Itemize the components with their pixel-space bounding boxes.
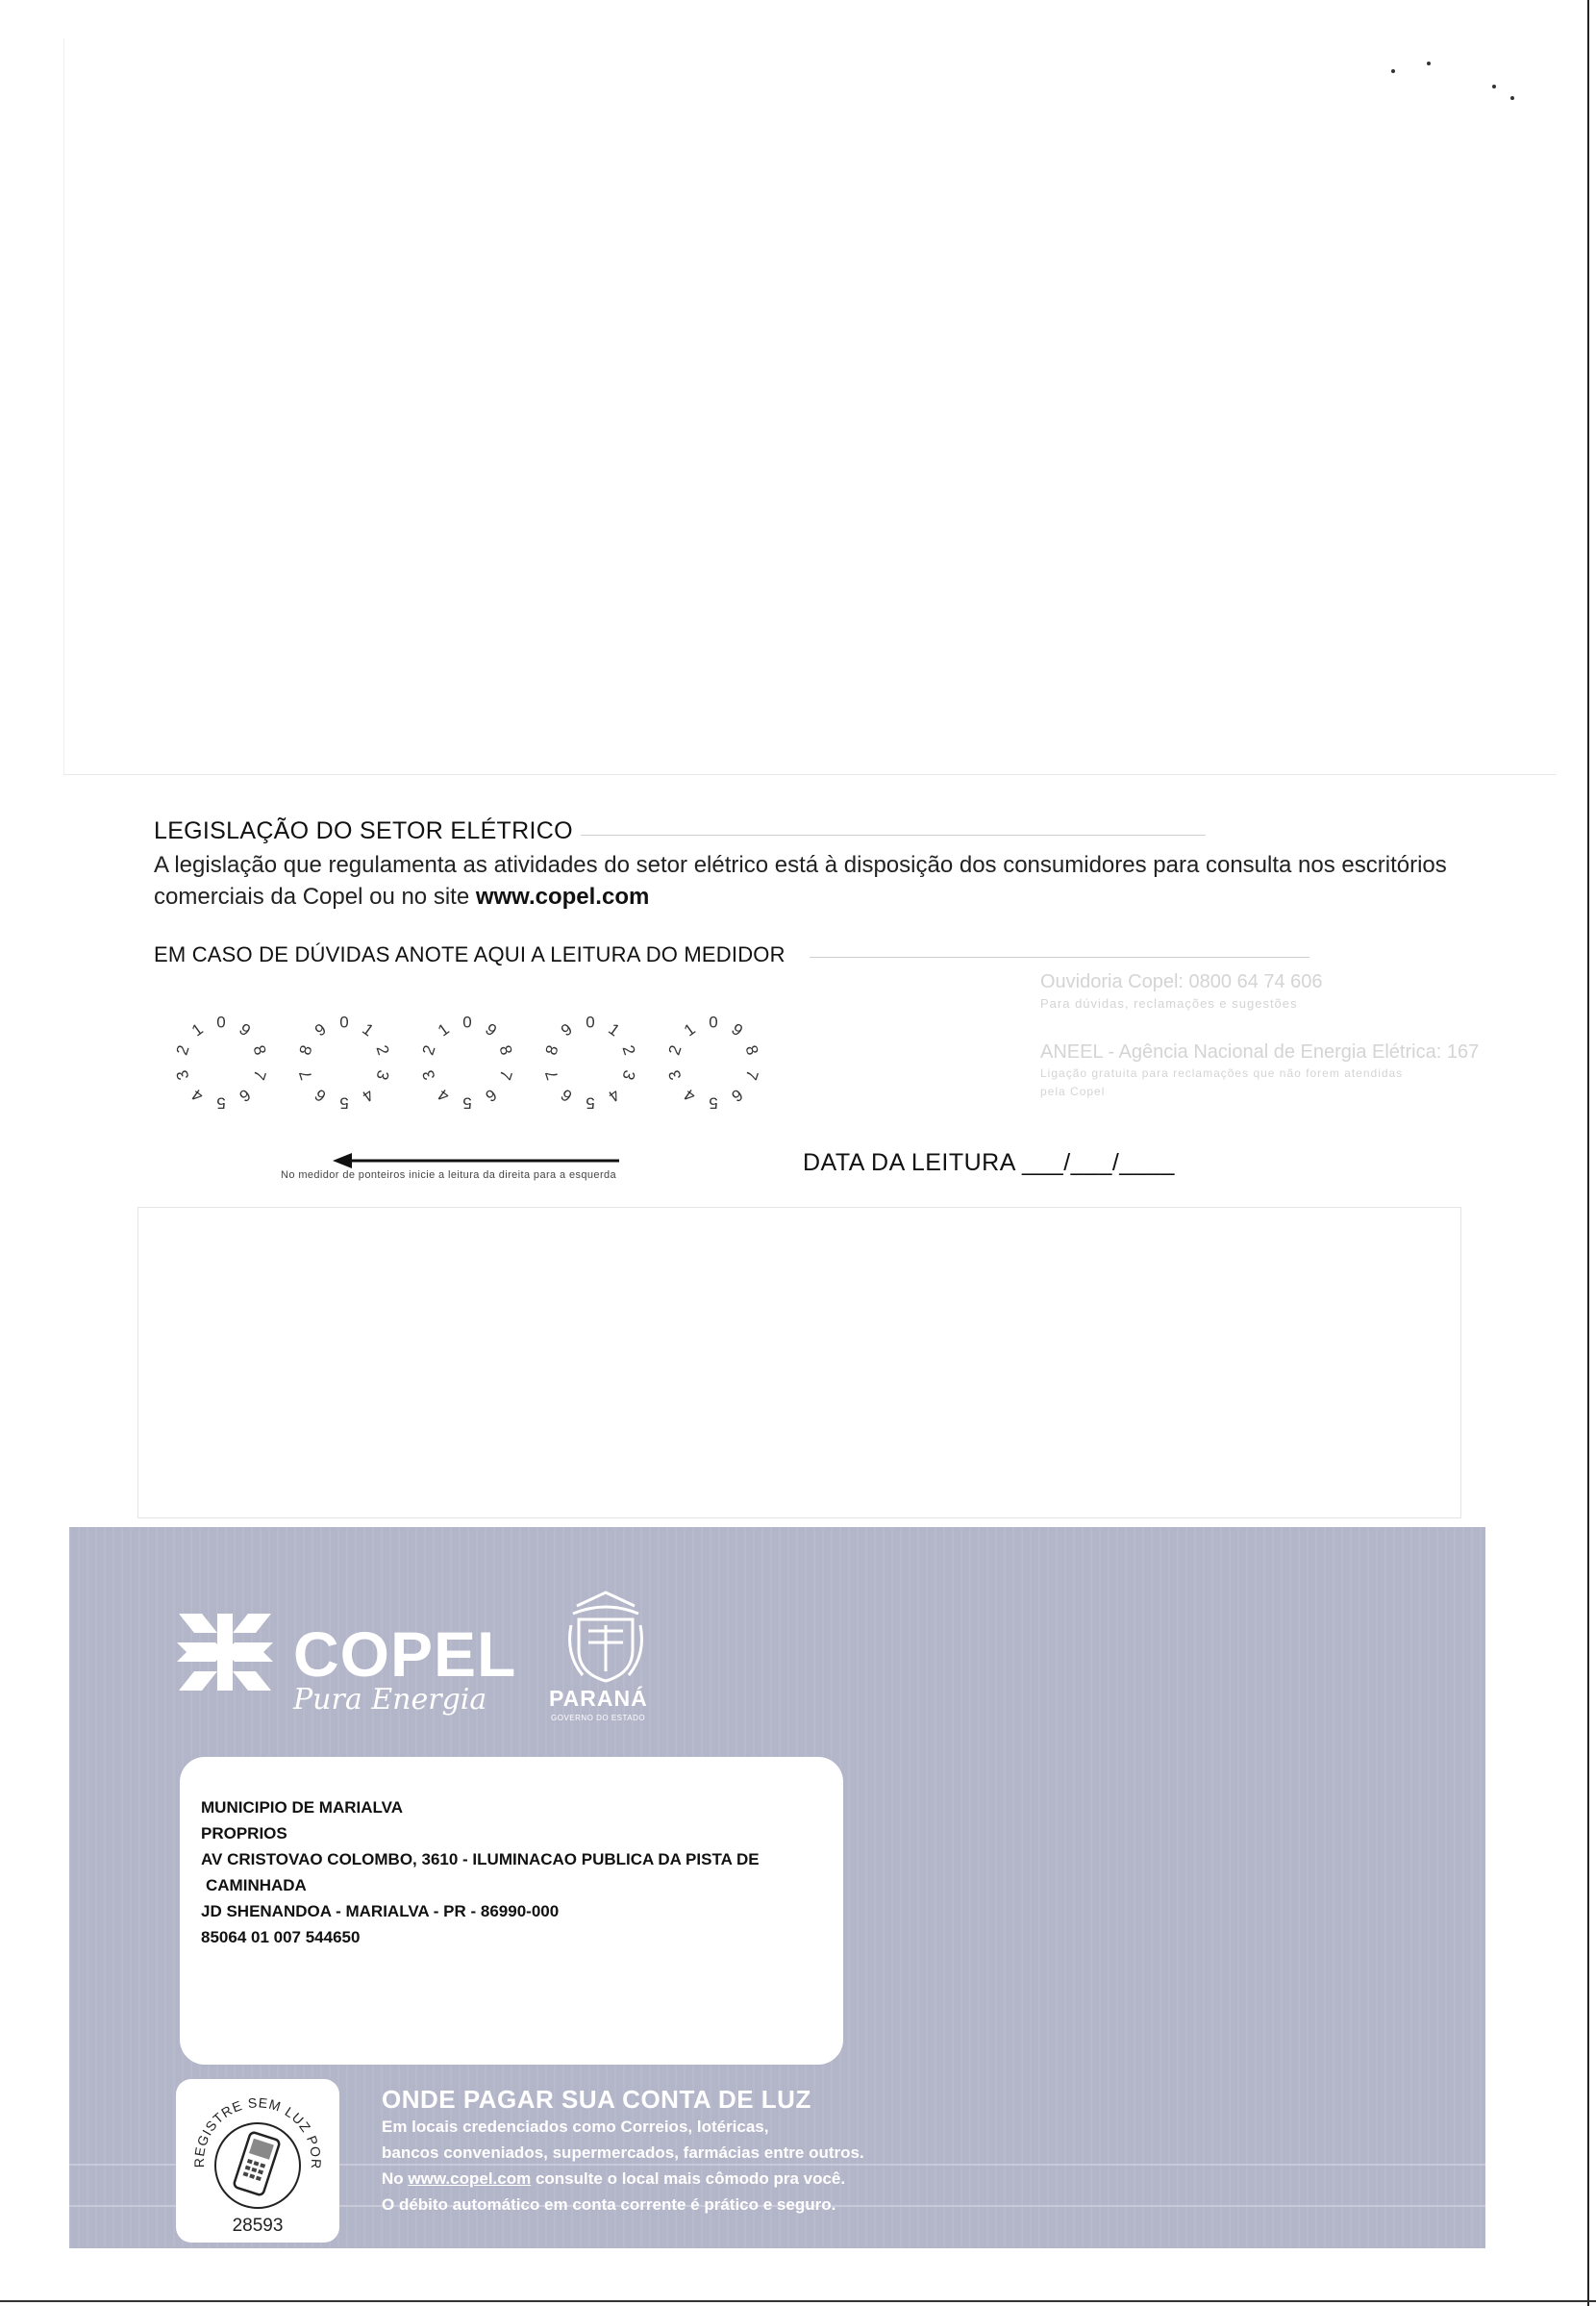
meter-dial (665, 1014, 762, 1113)
dial-digit: 1 (434, 1019, 453, 1040)
onde-pagar-line: O débito automático em conta corrente é prático e seguro. (382, 2195, 836, 2214)
dial-digit: 1 (605, 1019, 624, 1040)
dial-digit: 4 (605, 1085, 624, 1106)
dial-digit: 0 (339, 1013, 349, 1032)
data-leitura-blank: ___/___/____ (1021, 1149, 1175, 1176)
scan-edge-bottom (0, 2300, 1596, 2302)
legislacao-rule (581, 835, 1206, 836)
dial-digit: 3 (372, 1067, 393, 1083)
dial-digit: 2 (664, 1042, 686, 1058)
parana-coat-of-arms-icon (563, 1587, 648, 1685)
dial-digit: 1 (680, 1019, 699, 1040)
address-line: CAMINHADA (206, 1876, 307, 1894)
onde-pagar-suffix: consulte o local mais cômodo pra você. (531, 2169, 846, 2188)
parana-wordmark: PARANÁ (549, 1686, 648, 1711)
onde-pagar-link[interactable]: www.copel.com (408, 2169, 532, 2188)
dial-digit: 7 (495, 1067, 516, 1083)
dial-digit: 1 (359, 1019, 378, 1040)
onde-pagar-line: Em locais credenciados como Correios, lotéricas, (382, 2118, 769, 2136)
dial-digit: 6 (482, 1085, 501, 1106)
dial-digit: 6 (236, 1085, 255, 1106)
ouvidoria-text: Ouvidoria Copel: 0800 64 74 606 (1040, 971, 1323, 992)
meter-dials (173, 990, 817, 1135)
dial-digit: 9 (728, 1019, 747, 1040)
leitura-rule (810, 957, 1309, 958)
onde-pagar-line: bancos conveniados, supermercados, farmácias entre outros. (382, 2143, 864, 2162)
dial-digit: 3 (664, 1067, 686, 1083)
dial-digit: 0 (216, 1013, 226, 1032)
dial-digit: 4 (187, 1085, 207, 1106)
dial-digit: 4 (680, 1085, 699, 1106)
dial-digit: 2 (418, 1042, 439, 1058)
meter-dial (173, 1014, 269, 1113)
dial-digit: 9 (236, 1019, 255, 1040)
dial-digit: 0 (586, 1013, 595, 1032)
legislacao-text (154, 849, 1461, 913)
dial-digit: 9 (557, 1019, 576, 1040)
dial-digit: 7 (295, 1067, 316, 1083)
dial-digit: 3 (173, 1067, 193, 1083)
dial-digit: 5 (216, 1093, 226, 1113)
dial-digit: 0 (709, 1013, 718, 1032)
legislacao-body: A legislação que regulamenta as atividades do setor elétrico está à disposição dos consumidores para consulta nos escritórios comerciais da Copel ou no site (154, 852, 1447, 910)
dial-digit: 1 (187, 1019, 207, 1040)
address-line: AV CRISTOVAO COLOMBO, 3610 - ILUMINACAO PUBLICA DA PISTA DE (201, 1850, 760, 1868)
copel-logo-icon (173, 1604, 277, 1700)
dial-digit: 8 (249, 1042, 270, 1058)
ouvidoria-subtext: Para dúvidas, reclamações e sugestões (1040, 996, 1298, 1011)
dial-digit: 8 (541, 1042, 562, 1058)
dial-digit: 5 (709, 1093, 718, 1113)
dial-digit: 7 (249, 1067, 270, 1083)
address-line: PROPRIOS (201, 1824, 287, 1842)
sms-number: 28593 (232, 2216, 284, 2236)
dial-digit: 8 (495, 1042, 516, 1058)
recipient-address (201, 1794, 760, 1950)
onde-pagar (382, 2085, 882, 2218)
dial-digit: 5 (339, 1093, 349, 1113)
onde-pagar-title: ONDE PAGAR SUA CONTA DE LUZ (382, 2085, 811, 2114)
aneel-subtext-1: Ligação gratuita para reclamações que não forem atendidas (1040, 1066, 1404, 1080)
dial-digit: 5 (586, 1093, 595, 1113)
copel-site-link[interactable]: www.copel.com (475, 884, 650, 910)
dial-digit: 2 (372, 1042, 393, 1058)
scan-edge-right (1587, 0, 1589, 2306)
meter-dial (296, 1014, 393, 1113)
blank-message-box (137, 1207, 1461, 1518)
dial-digit: 6 (311, 1085, 330, 1106)
data-leitura (803, 1149, 1175, 1177)
dial-digit: 8 (741, 1042, 762, 1058)
onde-pagar-line (382, 2166, 882, 2192)
dial-digit: 2 (173, 1042, 193, 1058)
copel-wordmark: COPEL (293, 1618, 517, 1690)
dial-digit: 6 (557, 1085, 576, 1106)
dial-digit: 2 (618, 1042, 639, 1058)
copel-slogan: Pura Energia (293, 1683, 487, 1717)
dial-digit: 7 (741, 1067, 762, 1083)
phone-icon (234, 2132, 281, 2196)
dial-digit: 0 (462, 1013, 472, 1032)
dial-digit: 8 (295, 1042, 316, 1058)
sms-badge-text: REGISTRE SEM LUZ POR (190, 2094, 325, 2170)
dial-digit: 7 (541, 1067, 562, 1083)
dial-digit: 9 (311, 1019, 330, 1040)
sms-badge-graphic (176, 2079, 339, 2243)
dial-digit: 9 (482, 1019, 501, 1040)
dial-digit: 3 (418, 1067, 439, 1083)
dial-digit: 3 (618, 1067, 639, 1083)
meter-dial (542, 1014, 639, 1113)
meter-dial (419, 1014, 516, 1113)
onde-pagar-prefix: No (382, 2169, 409, 2188)
data-leitura-label: DATA DA LEITURA (803, 1149, 1015, 1176)
dial-digit: 4 (434, 1085, 453, 1106)
sms-badge (176, 2079, 339, 2243)
dial-digit: 5 (462, 1093, 472, 1113)
arrow-caption: No medidor de ponteiros inicie a leitura da direita para a esquerda (281, 1169, 617, 1181)
dial-digit: 4 (359, 1085, 378, 1106)
legislacao-title: LEGISLAÇÃO DO SETOR ELÉTRICO (154, 817, 573, 844)
dial-digit: 6 (728, 1085, 747, 1106)
aneel-text: ANEEL - Agência Nacional de Energia Elétrica: 167 (1040, 1041, 1480, 1063)
reading-direction-arrow-icon (333, 1151, 621, 1170)
address-line: MUNICIPIO DE MARIALVA (201, 1798, 403, 1817)
aneel-subtext-2: pela Copel (1040, 1085, 1106, 1098)
upper-blank-area (63, 38, 1557, 775)
address-line: 85064 01 007 544650 (201, 1928, 361, 1946)
address-line: JD SHENANDOA - MARIALVA - PR - 86990-000 (201, 1902, 560, 1920)
leitura-heading: EM CASO DE DÚVIDAS ANOTE AQUI A LEITURA DO MEDIDOR (154, 942, 786, 966)
parana-subtitle: GOVERNO DO ESTADO (551, 1714, 646, 1722)
